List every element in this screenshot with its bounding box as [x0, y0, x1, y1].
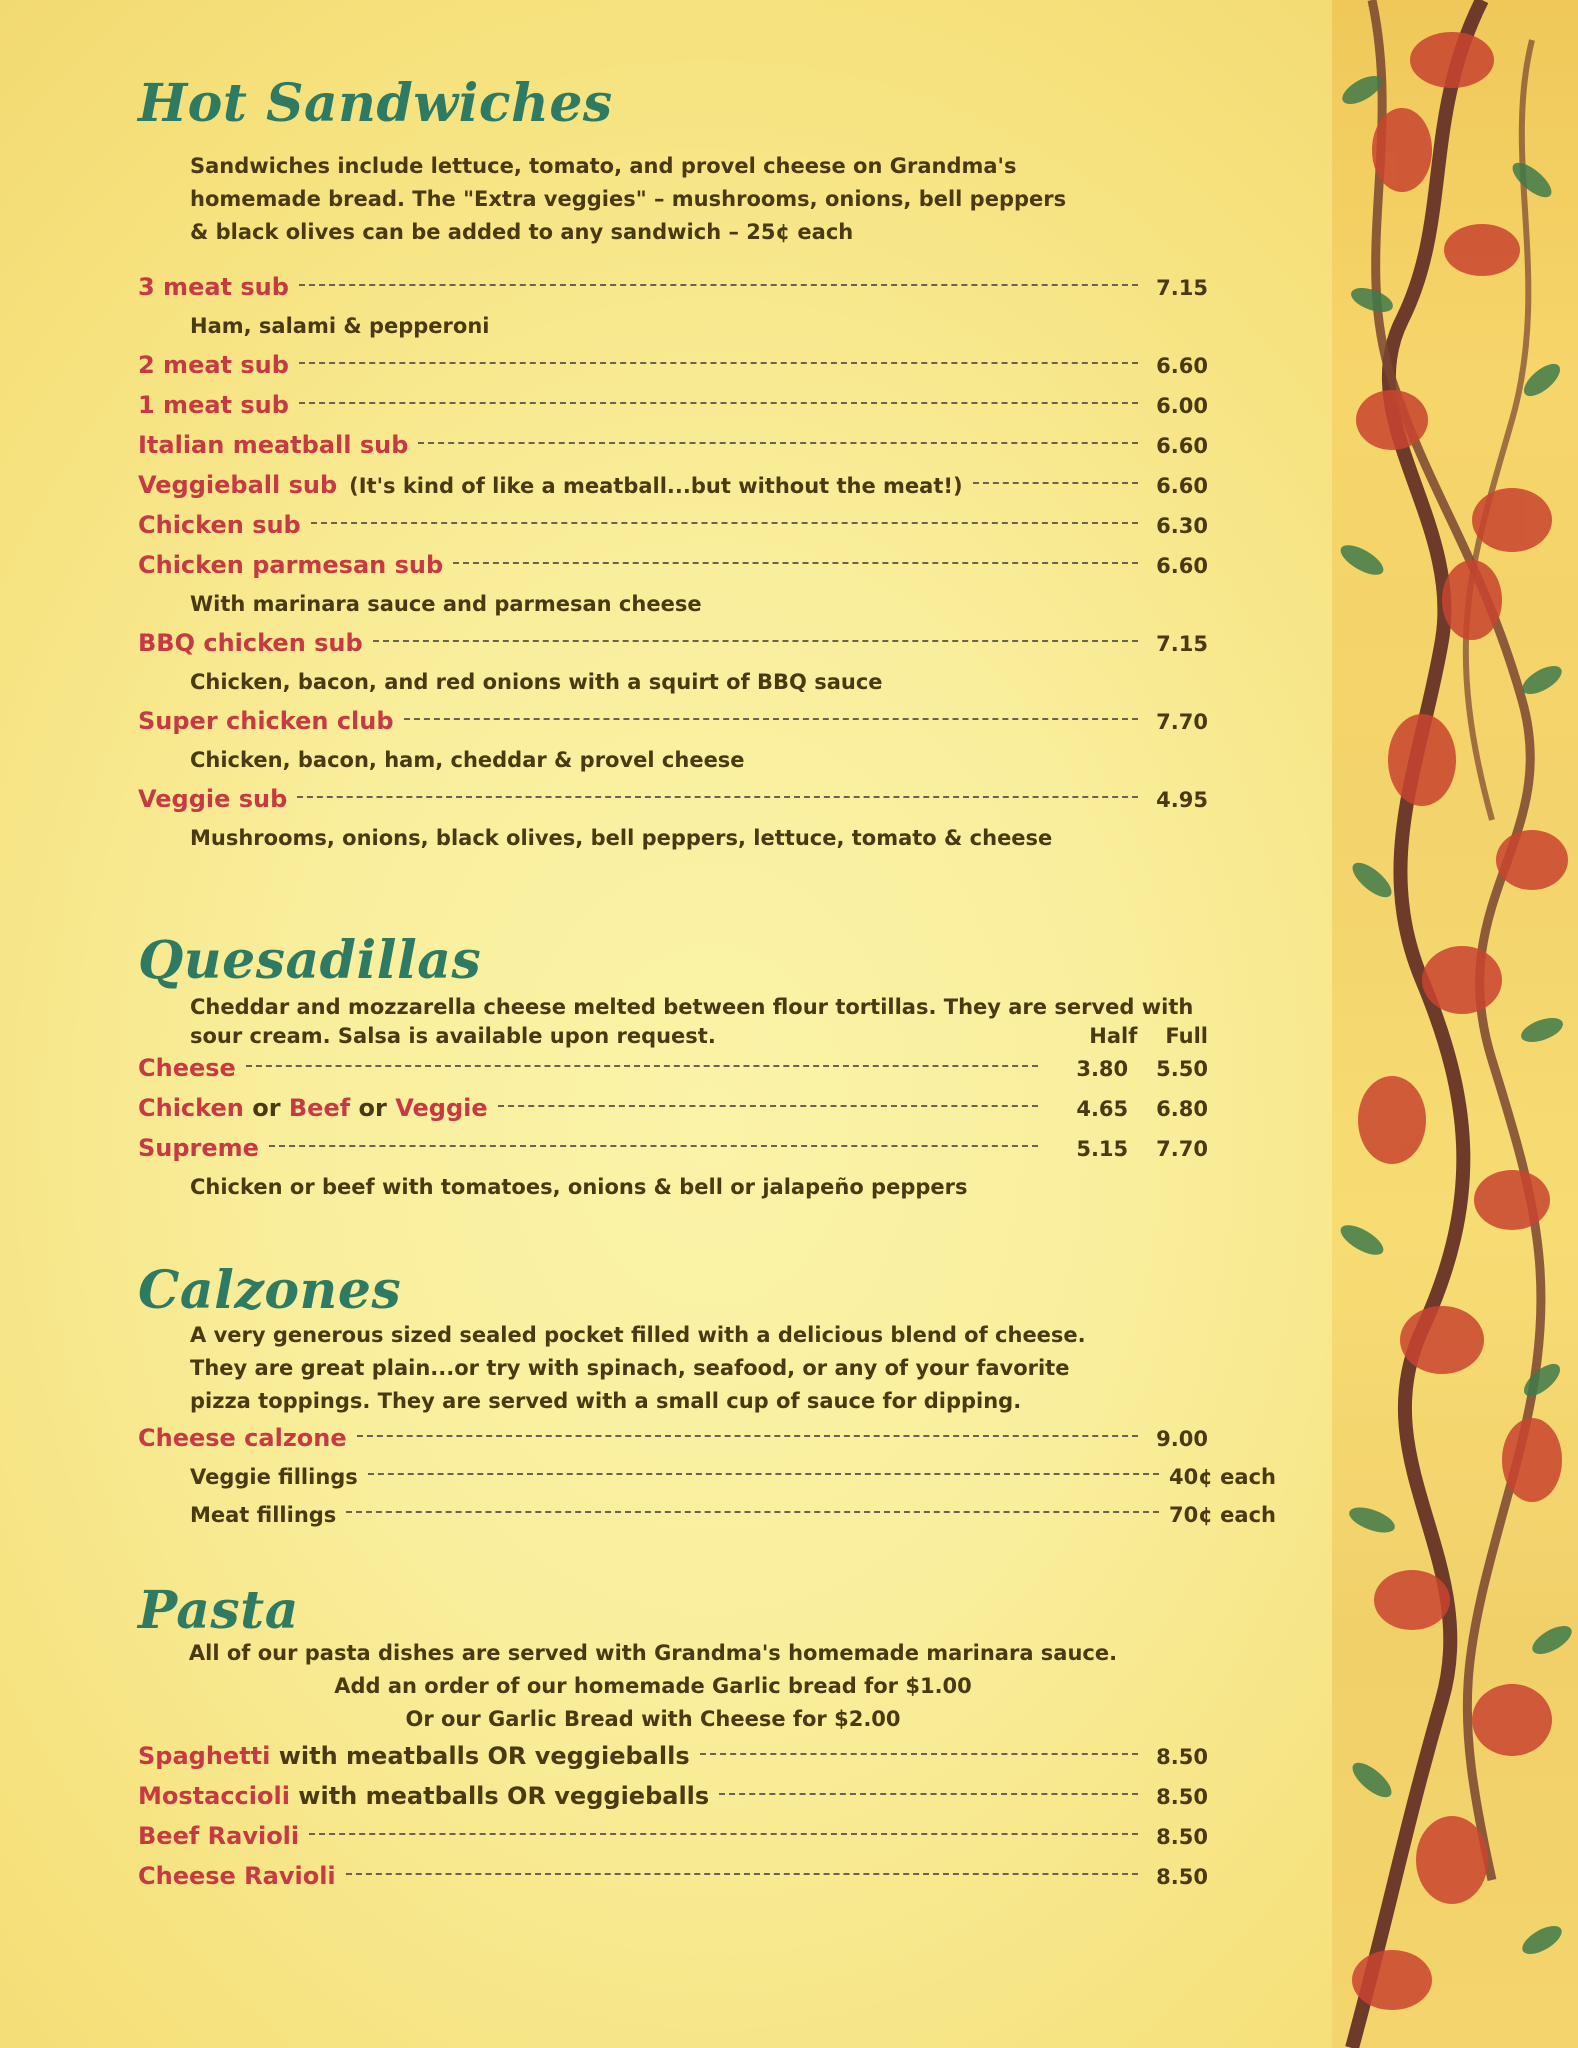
menu-item: Cheese Ravioli 8.50	[138, 1862, 1208, 1890]
menu-item: Veggie sub 4.95	[138, 785, 1208, 813]
item-description: Chicken, bacon, ham, cheddar & provel cheese	[190, 748, 745, 772]
half-full-header: sour cream. Salsa is available upon request. Half Full	[190, 1024, 1208, 1048]
menu-item: Chicken sub 6.30	[138, 511, 1208, 539]
quesadillas-description: Cheddar and mozzarella cheese melted between flour tortillas. They are served with	[190, 995, 1194, 1019]
calzones-section	[138, 1260, 1276, 1534]
pasta-description: All of our pasta dishes are served with Grandma's homemade marinara sauce. Add an order of our homemade Garlic bread for $1.00 Or our Garlic Bread with Cheese for $2.00	[188, 1641, 1118, 1731]
menu-item: Spaghetti with meatballs OR veggieballs 8.50	[138, 1742, 1208, 1770]
menu-item: Supreme 5.15 7.70	[138, 1134, 1208, 1162]
menu-item: 3 meat sub 7.15	[138, 273, 1208, 301]
calzones-description: A very generous sized sealed pocket filled with a delicious blend of cheese. They are great plain...or try with spinach, seafood, or any of your favorite pizza toppings. They are served with a small cup of sauce for dipping.	[190, 1323, 1086, 1413]
filling-item: Veggie fillings 40¢ each	[190, 1465, 1276, 1489]
item-description: Chicken or beef with tomatoes, onions & bell or jalapeño peppers	[190, 1175, 968, 1199]
hot-sandwiches-heading: Hot Sandwiches	[138, 73, 613, 134]
item-description: Chicken, bacon, and red onions with a squirt of BBQ sauce	[190, 670, 883, 694]
menu-item: Chicken parmesan sub 6.60	[138, 551, 1208, 579]
pasta-list	[138, 1736, 1238, 1896]
menu-item: 2 meat sub 6.60	[138, 351, 1208, 379]
menu-item: Beef Ravioli 8.50	[138, 1822, 1208, 1850]
menu-item: Cheese 3.80 5.50	[138, 1054, 1208, 1082]
hot-sandwiches-section	[138, 73, 1238, 857]
filling-item: Meat fillings 70¢ each	[190, 1503, 1276, 1527]
vine-artwork	[1332, 0, 1578, 2048]
quesadillas-section	[138, 930, 1238, 1206]
item-description: Mushrooms, onions, black olives, bell peppers, lettuce, tomato & cheese	[190, 826, 1053, 850]
menu-item: 1 meat sub 6.00	[138, 391, 1208, 419]
item-description: Ham, salami & pepperoni	[190, 314, 490, 338]
item-description: With marinara sauce and parmesan cheese	[190, 592, 702, 616]
quesadillas-heading: Quesadillas	[138, 930, 482, 991]
item-note: (It's kind of like a meatball...but without the meat!)	[349, 474, 963, 498]
menu-item: Super chicken club 7.70	[138, 707, 1208, 735]
pasta-section	[138, 1580, 1238, 1896]
vine-border-illustration	[1332, 0, 1578, 2048]
menu-item: Italian meatball sub 6.60	[138, 431, 1208, 459]
hot-sandwiches-list	[138, 267, 1238, 857]
full-column-label: Full	[1165, 1024, 1208, 1048]
hot-sandwiches-description: Sandwiches include lettuce, tomato, and provel cheese on Grandma's homemade bread. The "Extra veggies" – mushrooms, onions, bell peppers & black olives can be added to any sandwich – 25¢ each	[190, 154, 1067, 244]
pasta-heading: Pasta	[138, 1580, 299, 1641]
quesadillas-list	[138, 1048, 1238, 1206]
menu-item: BBQ chicken sub 7.15	[138, 629, 1208, 657]
menu-item: Mostaccioli with meatballs OR veggieballs 8.50	[138, 1782, 1208, 1810]
calzones-list	[138, 1418, 1276, 1534]
half-column-label: Half	[1089, 1024, 1138, 1048]
menu-item: Cheese calzone 9.00	[138, 1424, 1208, 1452]
menu-item: Veggieball sub (It's kind of like a meatball...but without the meat!) 6.60	[138, 471, 1208, 499]
calzones-heading: Calzones	[138, 1260, 402, 1321]
menu-item: Chicken or Beef or Veggie 4.65 6.80	[138, 1094, 1208, 1122]
